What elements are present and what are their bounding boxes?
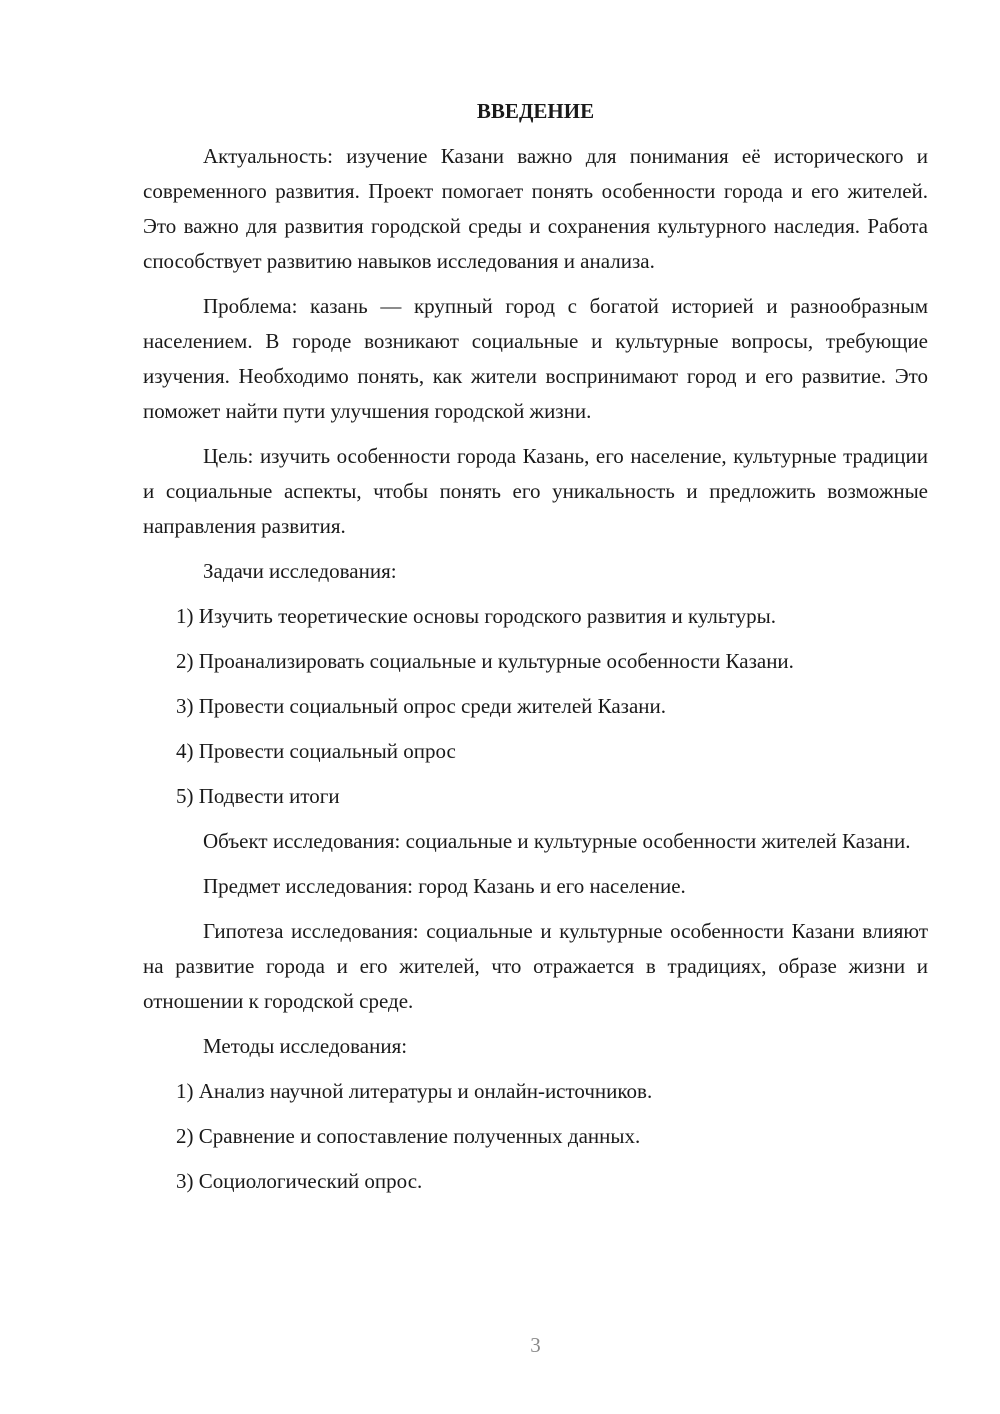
- problem-paragraph: Проблема: казань — крупный город с богатой историей и разнообразным населением. В городе возникают социальные и культурные вопросы, требующие изучения. Необходимо понять, как жители воспринимают город и его развитие. Это поможет найти пути улучшения городской жизни.: [143, 294, 928, 423]
- methods-heading: Методы исследования:: [203, 1034, 408, 1058]
- list-item: 2) Сравнение и сопоставление полученных данных.: [176, 1124, 641, 1148]
- section-title: ВВЕДЕНИЕ: [476, 99, 595, 123]
- methods-list: [143, 1074, 928, 1199]
- list-item: 1) Анализ научной литературы и онлайн-источников.: [176, 1079, 653, 1103]
- list-item: 3) Провести социальный опрос среди жителей Казани.: [176, 694, 667, 718]
- list-item: 4) Провести социальный опрос: [176, 739, 456, 763]
- list-item: 2) Проанализировать социальные и культурные особенности Казани.: [176, 649, 794, 673]
- tasks-heading: Задачи исследования:: [203, 559, 397, 583]
- hypothesis-paragraph: Гипотеза исследования: социальные и культурные особенности Казани влияют на развитие города и его жителей, что отражается в традициях, образе жизни и отношении к городской среде.: [143, 919, 928, 1013]
- tasks-list: [143, 599, 928, 814]
- object-paragraph: Объект исследования: социальные и культурные особенности жителей Казани.: [203, 829, 911, 853]
- list-item: 3) Социологический опрос.: [176, 1169, 423, 1193]
- relevance-paragraph: Актуальность: изучение Казани важно для понимания её исторического и современного развития. Проект помогает понять особенности города и его жителей. Это важно для развития городской среды и сохранения культурного наследия. Работа способствует развитию навыков исследования и анализа.: [143, 144, 928, 273]
- list-item: 5) Подвести итоги: [176, 784, 340, 808]
- subject-paragraph: Предмет исследования: город Казань и его население.: [203, 874, 686, 898]
- goal-paragraph: Цель: изучить особенности города Казань, его население, культурные традиции и социальные аспекты, чтобы понять его уникальность и предложить возможные направления развития.: [143, 444, 928, 538]
- page-content: [143, 94, 928, 1209]
- page-number: 3: [530, 1333, 541, 1357]
- list-item: 1) Изучить теоретические основы городского развития и культуры.: [176, 604, 776, 628]
